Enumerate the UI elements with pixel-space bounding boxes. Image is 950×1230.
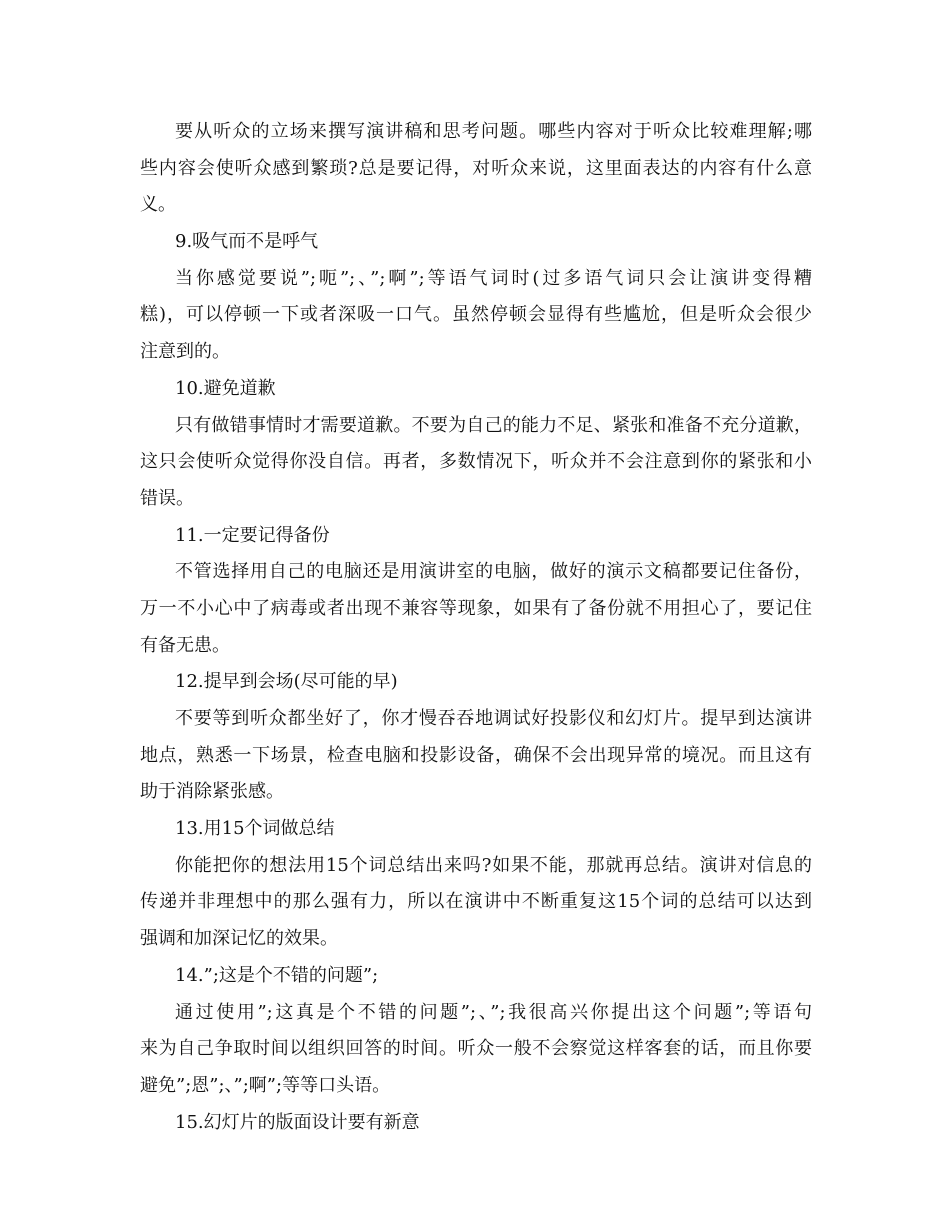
paragraph-line: 通过使用”;这真是个不错的问题”;、”;我很高兴你提出这个问题”;等语句 bbox=[175, 1001, 812, 1023]
paragraph-line: 传递并非理想中的那么强有力，所以在演讲中不断重复这15个词的总结可以达到 bbox=[140, 891, 812, 913]
section-heading: 14.”;这是个不错的问题”; bbox=[175, 964, 379, 986]
paragraph-line: 只有做错事情时才需要道歉。不要为自己的能力不足、紧张和准备不充分道歉， bbox=[175, 414, 812, 436]
paragraph-line: 不管选择用自己的电脑还是用演讲室的电脑，做好的演示文稿都要记住备份， bbox=[175, 561, 812, 583]
paragraph-line: 你能把你的想法用15个词总结出来吗?如果不能，那就再总结。演讲对信息的 bbox=[175, 854, 812, 876]
paragraph-line: 些内容会使听众感到繁琐?总是要记得，对听众来说，这里面表达的内容有什么意 bbox=[140, 157, 812, 179]
paragraph-line: 来为自己争取时间以组织回答的时间。听众一般不会察觉这样客套的话，而且你要 bbox=[140, 1038, 812, 1060]
paragraph-line: 不要等到听众都坐好了，你才慢吞吞地调试好投影仪和幻灯片。提早到达演讲 bbox=[175, 708, 812, 729]
paragraph-line: 万一不小心中了病毒或者出现不兼容等现象，如果有了备份就不用担心了，要记住 bbox=[140, 597, 812, 619]
paragraph-line: 强调和加深记忆的效果。 bbox=[140, 928, 338, 950]
paragraph-line: 义。 bbox=[140, 194, 176, 216]
paragraph-line: 错误。 bbox=[140, 487, 194, 509]
section-heading: 12.提早到会场(尽可能的早) bbox=[175, 671, 398, 693]
paragraph-line: 糕)，可以停顿一下或者深吸一口气。虽然停顿会显得有些尴尬，但是听众会很少 bbox=[140, 304, 812, 326]
paragraph-line: 地点，熟悉一下场景，检查电脑和投影设备，确保不会出现异常的境况。而且这有 bbox=[140, 744, 812, 766]
paragraph-line: 避免”;恩”;、”;啊”;等等口头语。 bbox=[140, 1074, 391, 1096]
section-heading: 11.一定要记得备份 bbox=[175, 524, 330, 546]
section-heading: 9.吸气而不是呼气 bbox=[175, 231, 319, 253]
section-heading: 13.用15个词做总结 bbox=[175, 818, 335, 840]
document-body bbox=[140, 114, 812, 1141]
section-heading: 15.幻灯片的版面设计要有新意 bbox=[175, 1111, 420, 1133]
section-heading: 10.避免道歉 bbox=[175, 377, 276, 399]
paragraph-line: 要从听众的立场来撰写演讲稿和思考问题。哪些内容对于听众比较难理解;哪 bbox=[175, 121, 812, 142]
paragraph-line: 注意到的。 bbox=[140, 341, 230, 363]
paragraph-line: 有备无患。 bbox=[140, 634, 230, 656]
paragraph-line: 当你感觉要说”;呃”;、”;啊”;等语气词时(过多语气词只会让演讲变得糟 bbox=[175, 267, 812, 289]
paragraph-line: 这只会使听众觉得你没自信。再者，多数情况下，听众并不会注意到你的紧张和小 bbox=[140, 451, 812, 473]
paragraph-line: 助于消除紧张感。 bbox=[140, 781, 284, 803]
